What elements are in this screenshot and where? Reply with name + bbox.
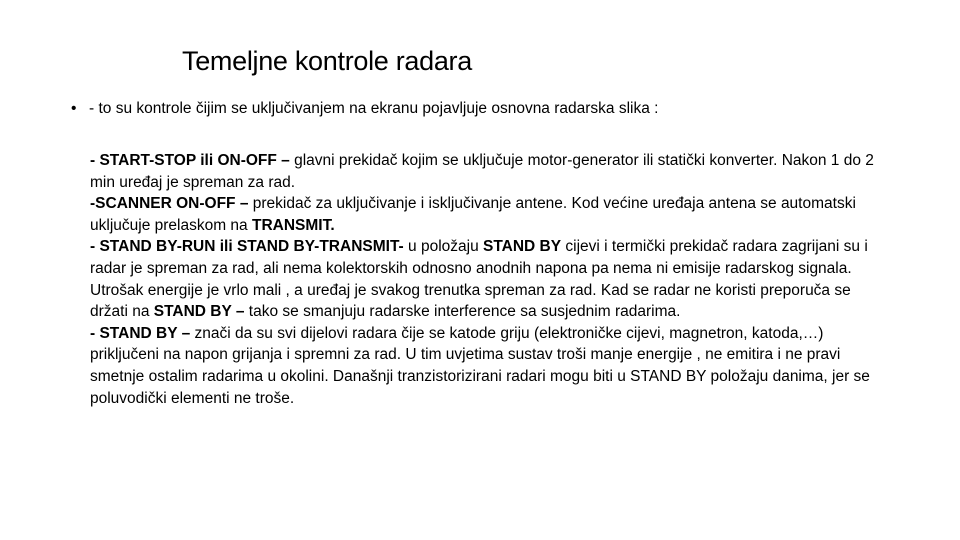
paragraph-start-stop: [90, 150, 890, 193]
term-transmit: TRANSMIT.: [251, 216, 335, 234]
body-text: [90, 150, 890, 409]
term-scanner: -SCANNER ON-OFF –: [90, 195, 249, 213]
bullet-item: [71, 98, 931, 120]
desc-scanner: prekidač za uključivanje i isključivanje antene. Kod većine uređaja antena se automatski uključuje prelaskom na: [90, 195, 856, 234]
term-stand-by: - STAND BY –: [90, 324, 191, 342]
term-start-stop: - START-STOP ili ON-OFF –: [90, 152, 290, 169]
desc-stand-by-run-1: u položaju: [403, 238, 484, 256]
desc-stand-by-run-3: tako se smanjuju radarske interference sa susjednim radarima.: [244, 303, 681, 321]
term-stand-by-run: - STAND BY-RUN ili STAND BY-TRANSMIT-: [90, 238, 404, 256]
desc-stand-by-run-2: cijevi i termički prekidač radara zagrijani su i radar je spreman za rad, ali nema kolektorskih odnosno anodnih napona pa nema ni emisije radarskog signala. Utrošak energije je vrlo mali , a uređaj je svakog trenutka spreman za rad. Kad se radar ne koristi preporuča se držati na: [90, 238, 868, 321]
paragraph-scanner: [90, 193, 890, 236]
term-stand-by-dash: STAND BY –: [153, 303, 245, 321]
slide-title: Temeljne kontrole radara: [182, 46, 472, 76]
term-stand-by-inline: STAND BY: [483, 238, 562, 256]
desc-stand-by: znači da su svi dijelovi radara čije se katode griju (elektroničke cijevi, magnetron, katoda,…) priključeni na napon grijanja i spremni za rad. U tim uvjetima sustav troši manje energije , ne emitira i ne pravi smetnje ostalim radarima u okolini. Današnji tranzistorizirani radari mogu biti u STAND BY položaju danima, jer se poluvodički elementi ne troše.: [90, 324, 870, 407]
bullet-marker: •: [71, 100, 77, 117]
desc-start-stop: glavni prekidač kojim se uključuje motor-generator ili statički konverter. Nakon 1 do 2 min uređaj je spreman za rad.: [90, 152, 874, 191]
paragraph-stand-by: [90, 323, 890, 409]
bullet-text: - to su kontrole čijim se uključivanjem na ekranu pojavljuje osnovna radarska slika :: [89, 100, 659, 117]
paragraph-stand-by-run: [90, 236, 890, 322]
